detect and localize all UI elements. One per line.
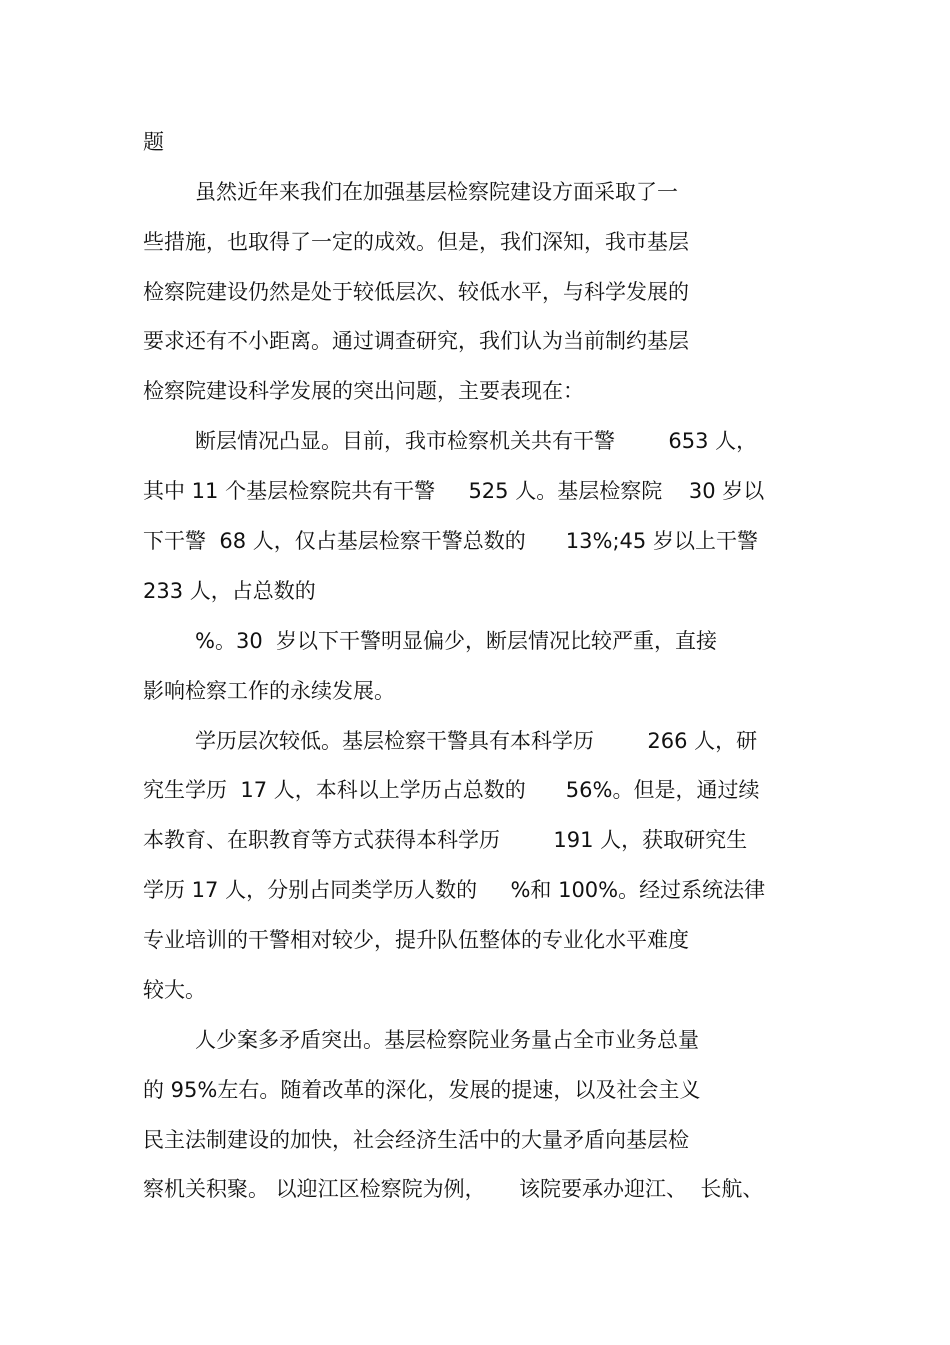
paragraph-line: 学历层次较低。基层检察干警具有本科学历 266 人，研 — [195, 729, 758, 753]
text-line: 题 — [143, 130, 164, 154]
text-line: 本教育、在职教育等方式获得本科学历 191 人，获取研究生 — [143, 828, 748, 852]
text-line: 下干警 68 人，仅占基层检察干警总数的 13%;45 岁以上干警 — [143, 529, 758, 553]
text-line: 些措施，也取得了一定的成效。但是，我们深知，我市基层 — [143, 230, 689, 254]
text-line: 的 95%左右。随着改革的深化，发展的提速，以及社会主义 — [143, 1078, 701, 1102]
text-line: 检察院建设仍然是处于较低层次、较低水平，与科学发展的 — [143, 280, 689, 304]
text-line: 要求还有不小距离。通过调查研究，我们认为当前制约基层 — [143, 329, 689, 353]
paragraph-line: %。30 岁以下干警明显偏少，断层情况比较严重，直接 — [195, 629, 718, 653]
text-line: 其中 11 个基层检察院共有干警 525 人。基层检察院 30 岁以 — [143, 479, 765, 503]
text-line: 检察院建设科学发展的突出问题，主要表现在： — [143, 379, 584, 403]
text-line: 影响检察工作的永续发展。 — [143, 679, 395, 703]
text-line: 察机关积聚。 以迎江区检察院为例， 该院要承办迎江、 长航、 — [143, 1177, 764, 1201]
text-line: 233 人，占总数的 — [143, 579, 316, 603]
paragraph-line: 虽然近年来我们在加强基层检察院建设方面采取了一 — [195, 180, 678, 204]
paragraph-line: 人少案多矛盾突出。基层检察院业务量占全市业务总量 — [195, 1028, 699, 1052]
text-line: 专业培训的干警相对较少，提升队伍整体的专业化水平难度 — [143, 928, 689, 952]
text-line: 民主法制建设的加快，社会经济生活中的大量矛盾向基层检 — [143, 1128, 689, 1152]
text-line: 较大。 — [143, 978, 206, 1002]
text-line: 学历 17 人，分别占同类学历人数的 %和 100%。经过系统法律 — [143, 878, 766, 902]
paragraph-line: 断层情况凸显。目前，我市检察机关共有干警 653 人， — [195, 429, 758, 453]
text-line: 究生学历 17 人，本科以上学历占总数的 56%。但是，通过续 — [143, 778, 760, 802]
